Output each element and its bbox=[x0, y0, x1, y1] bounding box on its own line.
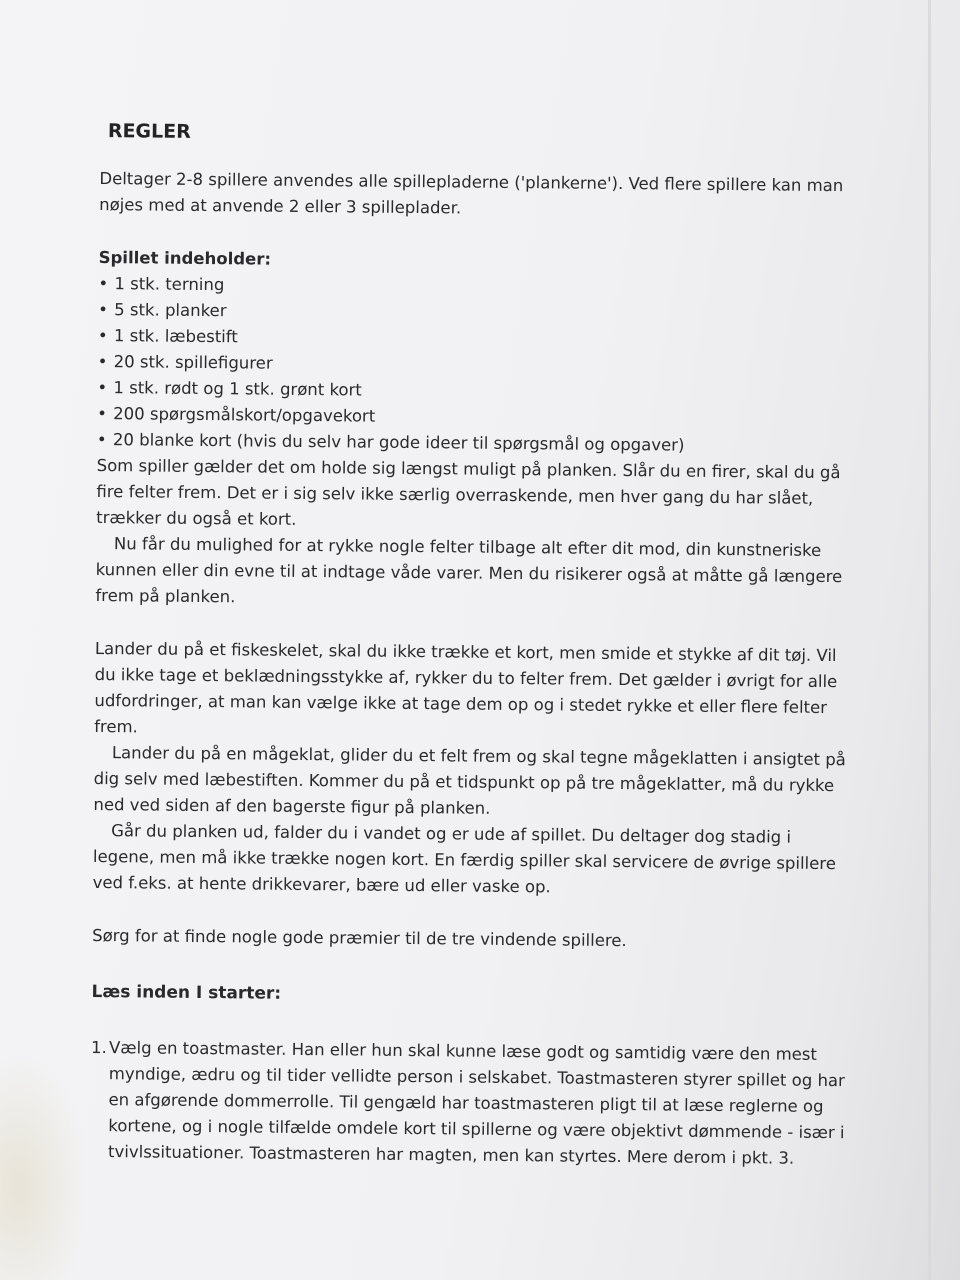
step-item bbox=[90, 1035, 853, 1172]
goal-paragraph: Som spiller gælder det om holde sig længst muligt på planken. Slår du en firer, skal du gå fire felter frem. Det er i sig selv ikke særlig overraskende, men hver gang du har slået, trækker du også et kort. bbox=[96, 455, 841, 529]
prizes-paragraph: Sørg for at finde nogle gode præmier til de tre vindende spillere. bbox=[92, 925, 627, 951]
read-heading: Læs inden I starter: bbox=[91, 981, 282, 1004]
bullet: • bbox=[98, 299, 108, 320]
chance-paragraph: Nu får du mulighed for at rykke nogle felter tilbage alt efter dit mod, din kunstneriske kunnen eller din evne til at indtage våde varer. Men du risikerer også at måtte gå længere frem på planken. bbox=[95, 534, 843, 607]
bullet: • bbox=[96, 429, 107, 450]
document-title: REGLER bbox=[107, 120, 191, 143]
list-item: • 20 stk. spillefigurer bbox=[98, 349, 860, 382]
step-text: Vælg en toastmaster. Han eller hun skal kunne læse godt og samtidig være den mest myndige, ædru og til tider vellidte person i selskabet. Toastmasteren styrer spillet og har en afgørende dommerrolle. Til gengæld har toastmasteren pligt til at læse reglerne og kortene, og i nogle tilfælde omdele kort til spillerne og være objektivt dømmende - især i tvivlssituationer. Toastmasteren har magten, men kan styrtes. Mere derom i pkt. 3. bbox=[107, 1038, 845, 1168]
out-paragraph: Går du planken ud, falder du i vandet og er ude af spillet. Du deltager dog stadig i legene, men må ikke trække nogen kort. En færdig spiller skal servicere de øvrige spillere ved f.eks. at hente drikkevarer, bære ud eller vaske op. bbox=[92, 821, 836, 897]
fish-paragraph: Lander du på et fiskeskelet, skal du ikke trække et kort, men smide et stykke af dit tøj. Vil du ikke tage et beklædningsstykke af, rykker du to felter frem. Det gælder i øvrigt for alle udfordringer, at man kan vælge ikke at tage dem op og i stedet rykke et eller flere felter frem. bbox=[94, 638, 838, 737]
bullet: • bbox=[97, 377, 108, 398]
list-item: • 200 spørgsmålskort/opgavekort bbox=[97, 401, 859, 434]
intro-paragraph: Deltager 2-8 spillere anvendes alle spillepladerne ('plankerne'). Ved flere spillere kan man nøjes med at anvende 2 eller 3 spilleplader. bbox=[99, 168, 844, 218]
list-item: • 20 blanke kort (hvis du selv har gode ideer til spørgsmål og opgaver) bbox=[97, 427, 859, 460]
list-item: • 1 stk. rødt og 1 stk. grønt kort bbox=[97, 375, 859, 408]
list-item: • 5 stk. planker bbox=[98, 297, 860, 330]
paper-stain bbox=[0, 1050, 90, 1280]
gull-paragraph: Lander du på en mågeklat, glider du et felt frem og skal tegne mågeklatten i ansigtet på dig selv med læbestiften. Kommer du på et tidspunkt op på tre mågeklatter, må du rykke ned ved siden af den bagerste figur på planken. bbox=[93, 743, 846, 818]
contents-heading: Spillet indeholder: bbox=[98, 247, 272, 269]
paper-fold bbox=[928, 0, 931, 1280]
list-item: • 1 stk. terning bbox=[98, 271, 860, 304]
bullet: • bbox=[97, 403, 107, 424]
bullet: • bbox=[97, 351, 108, 372]
list-item: • 1 stk. læbestift bbox=[98, 323, 860, 356]
bullet: • bbox=[97, 325, 108, 346]
document-body bbox=[90, 118, 862, 1172]
bullet: • bbox=[98, 273, 109, 294]
step-number: 1. bbox=[90, 1037, 107, 1058]
contents-list bbox=[97, 271, 861, 460]
